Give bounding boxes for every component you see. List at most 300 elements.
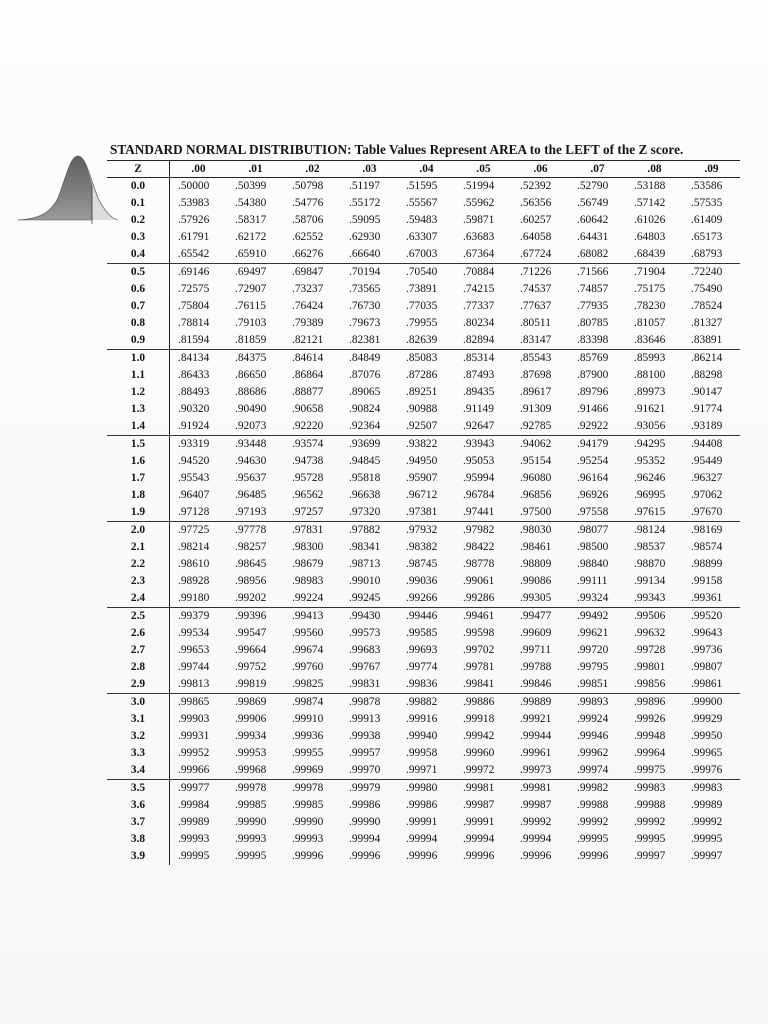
area-value-cell: .99900 — [691, 696, 723, 708]
area-value-cell: .87900 — [577, 369, 609, 381]
z-value-cell: 3.8 — [107, 831, 170, 848]
z-value-cell: 2.6 — [107, 625, 170, 642]
area-value-cell: .99970 — [341, 762, 398, 780]
table-row — [107, 229, 740, 246]
column-header: .09 — [683, 161, 740, 178]
area-value-cell: .54776 — [292, 197, 324, 209]
area-value-cell: .75804 — [178, 300, 210, 312]
area-value-cell: .89065 — [349, 386, 381, 398]
area-value-cell: .95154 — [520, 455, 552, 467]
area-value-cell: .94062 — [520, 438, 552, 450]
z-value-cell: 2.5 — [107, 608, 170, 626]
table-row — [107, 556, 740, 573]
area-value-cell: .81859 — [227, 332, 284, 350]
area-value-cell: .97725 — [178, 524, 210, 536]
area-value-cell: .99841 — [455, 676, 512, 694]
area-value-cell: .69146 — [178, 266, 210, 278]
area-value-cell: .85083 — [406, 352, 438, 364]
area-value-cell: .99825 — [284, 676, 341, 694]
area-value-cell: .99461 — [463, 610, 495, 622]
area-value-cell: .90824 — [349, 403, 381, 415]
area-value-cell: .91149 — [463, 403, 494, 415]
area-value-cell: .99968 — [227, 762, 284, 780]
area-value-cell: .78814 — [178, 317, 210, 329]
area-value-cell: .99966 — [170, 762, 228, 780]
table-row — [107, 625, 740, 642]
area-value-cell: .62930 — [349, 231, 381, 243]
area-value-cell: .99010 — [349, 575, 381, 587]
area-value-cell: .99836 — [398, 676, 455, 694]
area-value-cell: .99430 — [349, 610, 381, 622]
area-value-cell: .99952 — [178, 747, 210, 759]
column-header: .07 — [569, 161, 626, 178]
area-value-cell: .68082 — [569, 246, 626, 264]
area-value-cell: .99846 — [512, 676, 569, 694]
area-value-cell: .83147 — [512, 332, 569, 350]
area-value-cell: .99985 — [235, 799, 267, 811]
area-value-cell: .99910 — [292, 713, 324, 725]
area-value-cell: .98169 — [691, 524, 723, 536]
area-value-cell: .99996 — [292, 850, 324, 862]
area-value-cell: .99996 — [349, 850, 381, 862]
area-value-cell: .99994 — [520, 833, 552, 845]
area-value-cell: .99992 — [520, 816, 552, 828]
area-value-cell: .97982 — [463, 524, 495, 536]
area-value-cell: .67724 — [512, 246, 569, 264]
area-value-cell: .96407 — [178, 489, 210, 501]
area-value-cell: .85769 — [577, 352, 609, 364]
area-value-cell: .92507 — [398, 418, 455, 436]
area-value-cell: .99986 — [406, 799, 438, 811]
area-value-cell: .83646 — [626, 332, 683, 350]
area-value-cell: .98574 — [691, 541, 723, 553]
z-value-cell: 0.3 — [107, 229, 170, 246]
table-body — [107, 178, 740, 866]
area-value-cell: .99621 — [577, 627, 609, 639]
area-value-cell: .76115 — [235, 300, 266, 312]
area-value-cell: .88100 — [634, 369, 666, 381]
area-value-cell: .74857 — [577, 283, 609, 295]
area-value-cell: .87698 — [520, 369, 552, 381]
column-header: .05 — [455, 161, 512, 178]
z-value-cell: 3.5 — [107, 780, 170, 798]
area-value-cell: .51197 — [349, 180, 380, 192]
area-value-cell: .99995 — [178, 850, 210, 862]
z-value-cell: 0.9 — [107, 332, 170, 350]
area-value-cell: .85543 — [520, 352, 552, 364]
area-value-cell: .99938 — [349, 730, 381, 742]
area-value-cell: .81057 — [634, 317, 666, 329]
area-value-cell: .99653 — [178, 644, 210, 656]
area-value-cell: .93056 — [626, 418, 683, 436]
normal-curve-shaded-left-icon — [18, 148, 118, 238]
area-value-cell: .98713 — [349, 558, 381, 570]
z-value-cell: 3.9 — [107, 848, 170, 865]
z-value-cell: 1.2 — [107, 384, 170, 401]
area-value-cell: .99992 — [691, 816, 723, 828]
area-value-cell: .80785 — [577, 317, 609, 329]
area-value-cell: .99982 — [577, 782, 609, 794]
area-value-cell: .57142 — [634, 197, 666, 209]
area-value-cell: .81594 — [170, 332, 228, 350]
area-value-cell: .65542 — [170, 246, 228, 264]
area-value-cell: .99958 — [406, 747, 438, 759]
area-value-cell: .99988 — [634, 799, 666, 811]
area-value-cell: .99996 — [520, 850, 552, 862]
area-value-cell: .68439 — [626, 246, 683, 264]
table-row — [107, 264, 740, 282]
area-value-cell: .98341 — [349, 541, 381, 553]
area-value-cell: .77337 — [463, 300, 495, 312]
area-value-cell: .99997 — [634, 850, 666, 862]
area-value-cell: .99878 — [349, 696, 381, 708]
z-table — [107, 160, 740, 865]
area-value-cell: .54380 — [235, 197, 267, 209]
area-value-cell: .97381 — [398, 504, 455, 522]
area-value-cell: .73565 — [349, 283, 381, 295]
area-value-cell: .93319 — [178, 438, 210, 450]
area-value-cell: .99266 — [398, 590, 455, 608]
area-value-cell: .99813 — [170, 676, 228, 694]
area-value-cell: .99993 — [178, 833, 210, 845]
area-value-cell: .99573 — [349, 627, 381, 639]
area-value-cell: .99969 — [284, 762, 341, 780]
area-value-cell: .71904 — [634, 266, 666, 278]
area-value-cell: .97257 — [284, 504, 341, 522]
area-value-cell: .99202 — [227, 590, 284, 608]
z-column-header: Z — [107, 161, 170, 178]
area-value-cell: .99446 — [406, 610, 438, 622]
area-value-cell: .99760 — [292, 661, 324, 673]
area-value-cell: .92922 — [569, 418, 626, 436]
area-value-cell: .97670 — [683, 504, 740, 522]
area-value-cell: .99343 — [626, 590, 683, 608]
area-value-cell: .99983 — [691, 782, 723, 794]
area-value-cell: .99477 — [520, 610, 552, 622]
area-value-cell: .99957 — [349, 747, 381, 759]
area-value-cell: .92364 — [341, 418, 398, 436]
area-value-cell: .57535 — [691, 197, 723, 209]
area-value-cell: .59095 — [349, 214, 381, 226]
area-value-cell: .94630 — [235, 455, 267, 467]
table-row — [107, 178, 740, 196]
area-value-cell: .97558 — [569, 504, 626, 522]
area-value-cell: .99918 — [463, 713, 495, 725]
area-value-cell: .85314 — [463, 352, 495, 364]
area-value-cell: .61409 — [691, 214, 723, 226]
area-value-cell: .99991 — [463, 816, 495, 828]
area-value-cell: .79389 — [292, 317, 324, 329]
area-value-cell: .93574 — [292, 438, 324, 450]
area-value-cell: .98461 — [520, 541, 552, 553]
column-header: .06 — [512, 161, 569, 178]
area-value-cell: .98300 — [292, 541, 324, 553]
area-value-cell: .99991 — [406, 816, 438, 828]
area-value-cell: .99962 — [577, 747, 609, 759]
area-value-cell: .99996 — [463, 850, 495, 862]
table-row — [107, 350, 740, 368]
area-value-cell: .99413 — [292, 610, 324, 622]
area-value-cell: .99801 — [634, 661, 666, 673]
area-value-cell: .97062 — [691, 489, 723, 501]
area-value-cell: .89617 — [520, 386, 552, 398]
area-value-cell: .61791 — [178, 231, 210, 243]
z-value-cell: 0.5 — [107, 264, 170, 282]
area-value-cell: .95449 — [691, 455, 723, 467]
area-value-cell: .92073 — [227, 418, 284, 436]
area-value-cell: .99886 — [463, 696, 495, 708]
area-value-cell: .99744 — [178, 661, 210, 673]
area-value-cell: .98778 — [463, 558, 495, 570]
area-value-cell: .99974 — [569, 762, 626, 780]
area-value-cell: .50000 — [178, 180, 210, 192]
area-value-cell: .97831 — [292, 524, 324, 536]
area-value-cell: .96164 — [577, 472, 609, 484]
area-value-cell: .52392 — [520, 180, 552, 192]
area-value-cell: .99795 — [577, 661, 609, 673]
area-value-cell: .99988 — [577, 799, 609, 811]
table-row — [107, 590, 740, 608]
area-value-cell: .99936 — [292, 730, 324, 742]
column-header: .00 — [170, 161, 228, 178]
area-value-cell: .99990 — [292, 816, 324, 828]
area-value-cell: .68793 — [683, 246, 740, 264]
area-value-cell: .99921 — [520, 713, 552, 725]
table-row — [107, 212, 740, 229]
area-value-cell: .70884 — [463, 266, 495, 278]
area-value-cell: .63683 — [463, 231, 495, 243]
area-value-cell: .69847 — [292, 266, 324, 278]
area-value-cell: .60642 — [577, 214, 609, 226]
area-value-cell: .98610 — [178, 558, 210, 570]
area-value-cell: .99934 — [235, 730, 267, 742]
area-value-cell: .97320 — [341, 504, 398, 522]
area-value-cell: .58706 — [292, 214, 324, 226]
area-value-cell: .87076 — [349, 369, 381, 381]
area-value-cell: .96246 — [634, 472, 666, 484]
area-value-cell: .91774 — [691, 403, 723, 415]
area-value-cell: .96485 — [235, 489, 267, 501]
area-value-cell: .90320 — [178, 403, 210, 415]
area-value-cell: .99036 — [406, 575, 438, 587]
area-value-cell: .73237 — [292, 283, 324, 295]
area-value-cell: .99944 — [520, 730, 552, 742]
area-value-cell: .98214 — [178, 541, 210, 553]
area-value-cell: .99781 — [463, 661, 495, 673]
area-value-cell: .98257 — [235, 541, 267, 553]
table-row — [107, 315, 740, 332]
column-header: .01 — [227, 161, 284, 178]
area-value-cell: .90988 — [406, 403, 438, 415]
z-value-cell: 3.0 — [107, 694, 170, 712]
area-value-cell: .99492 — [577, 610, 609, 622]
area-value-cell: .95352 — [634, 455, 666, 467]
area-value-cell: .99061 — [463, 575, 495, 587]
area-value-cell: .98870 — [634, 558, 666, 570]
z-value-cell: 3.7 — [107, 814, 170, 831]
z-value-cell: 3.4 — [107, 762, 170, 780]
area-value-cell: .93448 — [235, 438, 267, 450]
area-value-cell: .99865 — [178, 696, 210, 708]
area-value-cell: .99987 — [520, 799, 552, 811]
z-value-cell: 0.7 — [107, 298, 170, 315]
area-value-cell: .94295 — [634, 438, 666, 450]
area-value-cell: .64803 — [634, 231, 666, 243]
area-value-cell: .99995 — [691, 833, 723, 845]
area-value-cell: .94845 — [349, 455, 381, 467]
area-value-cell: .98928 — [178, 575, 210, 587]
z-value-cell: 1.5 — [107, 436, 170, 454]
area-value-cell: .65173 — [691, 231, 723, 243]
z-value-cell: 2.3 — [107, 573, 170, 590]
area-value-cell: .99985 — [292, 799, 324, 811]
area-value-cell: .99861 — [683, 676, 740, 694]
area-value-cell: .98956 — [235, 575, 267, 587]
z-value-cell: 1.9 — [107, 504, 170, 522]
area-value-cell: .89435 — [463, 386, 495, 398]
area-value-cell: .94408 — [691, 438, 723, 450]
area-value-cell: .99981 — [520, 782, 552, 794]
area-value-cell: .98840 — [577, 558, 609, 570]
z-value-cell: 2.4 — [107, 590, 170, 608]
area-value-cell: .75175 — [634, 283, 666, 295]
area-value-cell: .99180 — [170, 590, 228, 608]
area-value-cell: .79103 — [235, 317, 267, 329]
table-row — [107, 384, 740, 401]
area-value-cell: .99111 — [577, 575, 608, 587]
area-value-cell: .94520 — [178, 455, 210, 467]
area-value-cell: .86433 — [178, 369, 210, 381]
table-row — [107, 453, 740, 470]
area-value-cell: .99807 — [691, 661, 723, 673]
area-value-cell: .93189 — [683, 418, 740, 436]
z-value-cell: 0.6 — [107, 281, 170, 298]
table-row — [107, 436, 740, 454]
area-value-cell: .99361 — [683, 590, 740, 608]
area-value-cell: .59871 — [463, 214, 495, 226]
table-row — [107, 762, 740, 780]
area-value-cell: .99711 — [520, 644, 551, 656]
z-value-cell: 0.1 — [107, 195, 170, 212]
area-value-cell: .82121 — [284, 332, 341, 350]
table-row — [107, 694, 740, 712]
area-value-cell: .99990 — [349, 816, 381, 828]
z-value-cell: 1.7 — [107, 470, 170, 487]
area-value-cell: .93943 — [463, 438, 495, 450]
area-value-cell: .99978 — [235, 782, 267, 794]
area-value-cell: .99728 — [634, 644, 666, 656]
area-value-cell: .98679 — [292, 558, 324, 570]
area-value-cell: .91924 — [170, 418, 228, 436]
area-value-cell: .95907 — [406, 472, 438, 484]
area-value-cell: .64058 — [520, 231, 552, 243]
area-value-cell: .71226 — [520, 266, 552, 278]
area-value-cell: .75490 — [691, 283, 723, 295]
area-value-cell: .99547 — [235, 627, 267, 639]
area-value-cell: .91466 — [577, 403, 609, 415]
area-value-cell: .88298 — [691, 369, 723, 381]
table-row — [107, 195, 740, 212]
area-value-cell: .99736 — [691, 644, 723, 656]
area-value-cell: .99324 — [569, 590, 626, 608]
area-value-cell: .96562 — [292, 489, 324, 501]
area-value-cell: .99585 — [406, 627, 438, 639]
area-value-cell: .64431 — [577, 231, 609, 243]
area-value-cell: .98124 — [634, 524, 666, 536]
column-header: .04 — [398, 161, 455, 178]
area-value-cell: .71566 — [577, 266, 609, 278]
z-value-cell: 2.9 — [107, 676, 170, 694]
table-row — [107, 487, 740, 504]
z-value-cell: 1.8 — [107, 487, 170, 504]
area-value-cell: .53586 — [691, 180, 723, 192]
area-value-cell: .99986 — [349, 799, 381, 811]
area-value-cell: .99971 — [398, 762, 455, 780]
area-value-cell: .82381 — [341, 332, 398, 350]
area-value-cell: .99379 — [178, 610, 210, 622]
table-row — [107, 659, 740, 676]
area-value-cell: .72907 — [235, 283, 267, 295]
area-value-cell: .99942 — [463, 730, 495, 742]
area-value-cell: .99995 — [634, 833, 666, 845]
area-value-cell: .55567 — [406, 197, 438, 209]
area-value-cell: .99976 — [683, 762, 740, 780]
area-value-cell: .99994 — [463, 833, 495, 845]
area-value-cell: .99961 — [520, 747, 552, 759]
area-value-cell: .99903 — [178, 713, 210, 725]
header-row — [107, 161, 740, 178]
area-value-cell: .93822 — [406, 438, 438, 450]
area-value-cell: .90147 — [691, 386, 723, 398]
area-value-cell: .99851 — [569, 676, 626, 694]
area-value-cell: .99158 — [691, 575, 723, 587]
area-value-cell: .96327 — [691, 472, 723, 484]
area-value-cell: .96712 — [406, 489, 438, 501]
area-value-cell: .99993 — [235, 833, 267, 845]
area-value-cell: .99992 — [577, 816, 609, 828]
z-value-cell: 0.4 — [107, 246, 170, 264]
area-value-cell: .99856 — [626, 676, 683, 694]
area-value-cell: .98422 — [463, 541, 495, 553]
area-value-cell: .97441 — [455, 504, 512, 522]
area-value-cell: .62552 — [292, 231, 324, 243]
table-row — [107, 298, 740, 315]
table-row — [107, 504, 740, 522]
area-value-cell: .98899 — [691, 558, 723, 570]
area-value-cell: .78524 — [691, 300, 723, 312]
area-value-cell: .53983 — [178, 197, 210, 209]
area-value-cell: .88877 — [292, 386, 324, 398]
area-value-cell: .99224 — [284, 590, 341, 608]
area-value-cell: .95053 — [463, 455, 495, 467]
area-value-cell: .81327 — [691, 317, 723, 329]
table-row — [107, 470, 740, 487]
area-value-cell: .98382 — [406, 541, 438, 553]
area-value-cell: .99598 — [463, 627, 495, 639]
table-row — [107, 745, 740, 762]
area-value-cell: .99774 — [406, 661, 438, 673]
area-value-cell: .79955 — [406, 317, 438, 329]
area-value-cell: .99916 — [406, 713, 438, 725]
area-value-cell: .84134 — [178, 352, 210, 364]
area-value-cell: .99994 — [349, 833, 381, 845]
area-value-cell: .53188 — [634, 180, 666, 192]
area-value-cell: .99889 — [520, 696, 552, 708]
area-value-cell: .90490 — [235, 403, 267, 415]
area-value-cell: .79673 — [349, 317, 381, 329]
area-value-cell: .89251 — [406, 386, 438, 398]
table-row — [107, 642, 740, 659]
